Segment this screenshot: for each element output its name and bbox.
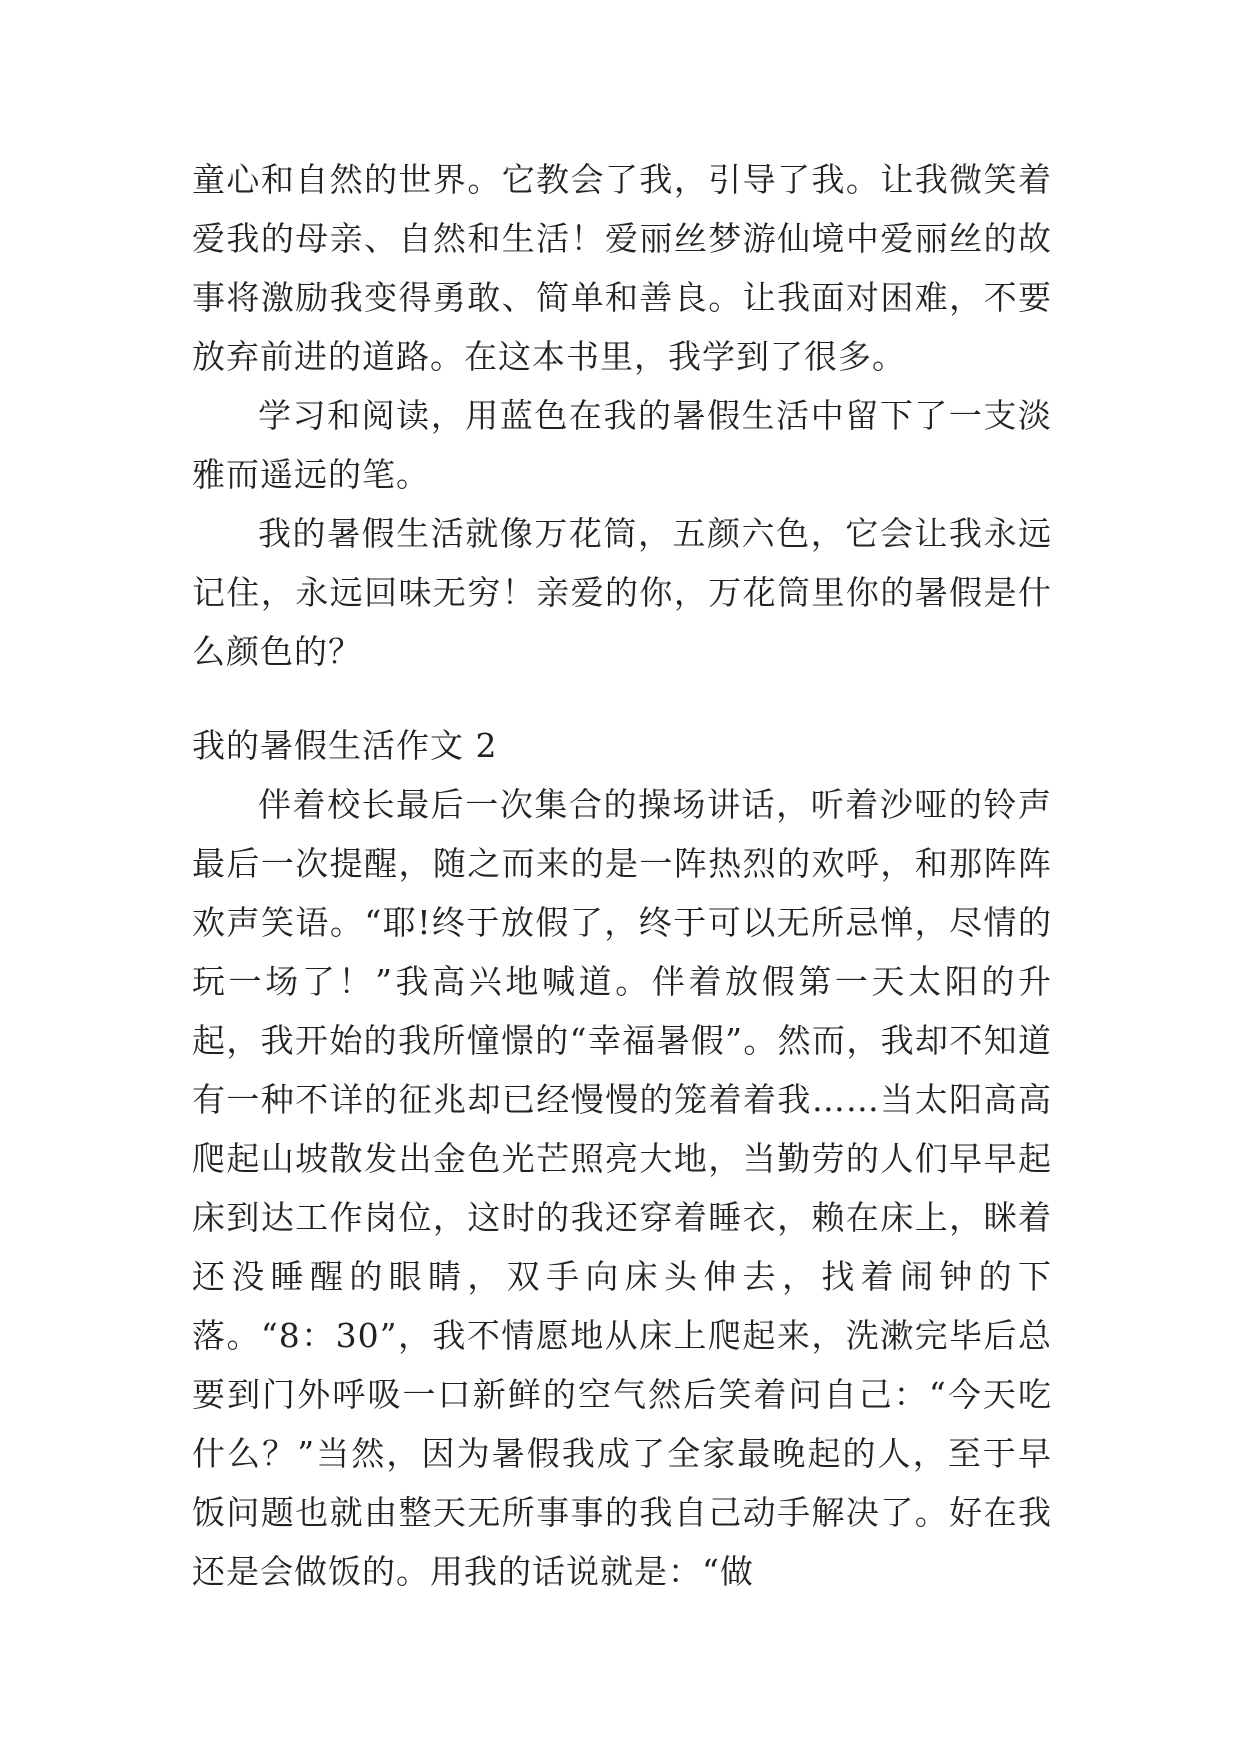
essay-section-two xyxy=(192,775,1052,1601)
paragraph-summer-start: 伴着校长最后一次集合的操场讲话，听着沙哑的铃声最后一次提醒，随之而来的是一阵热烈的欢呼，和那阵阵欢声笑语。“耶!终于放假了，终于可以无所忌惮，尽情的玩一场了！”我高兴地喊道。伴着放假第一天太阳的升起，我开始的我所憧憬的“幸福暑假”。然而，我却不知道有一种不详的征兆却已经慢慢的笼着着我……当太阳高高爬起山坡散发出金色光芒照亮大地，当勤劳的人们早早起床到达工作岗位，这时的我还穿着睡衣，赖在床上，眯着还没睡醒的眼睛，双手向床头伸去，找着闹钟的下落。“8：30”，我不情愿地从床上爬起来，洗漱完毕后总要到门外呼吸一口新鲜的空气然后笑着问自己：“今天吃什么？”当然，因为暑假我成了全家最晚起的人，至于早饭问题也就由整天无所事事的我自己动手解决了。好在我还是会做饭的。用我的话说就是：“做 xyxy=(192,785,1052,1591)
paragraph-kaleidoscope: 我的暑假生活就像万花筒，五颜六色，它会让我永远记住，永远回味无穷！亲爱的你，万花筒里你的暑假是什么颜色的？ xyxy=(192,514,1052,671)
essay-section-one xyxy=(192,150,1052,681)
paragraph-study-reading: 学习和阅读，用蓝色在我的暑假生活中留下了一支淡雅而遥远的笔。 xyxy=(192,396,1052,494)
essay-title: 我的暑假生活作文 2 xyxy=(192,726,498,765)
paragraph-continuation: 童心和自然的世界。它教会了我，引导了我。让我微笑着爱我的母亲、自然和生活！爱丽丝梦游仙境中爱丽丝的故事将激励我变得勇敢、简单和善良。让我面对困难，不要放弃前进的道路。在这本书里，我学到了很多。 xyxy=(192,160,1052,376)
